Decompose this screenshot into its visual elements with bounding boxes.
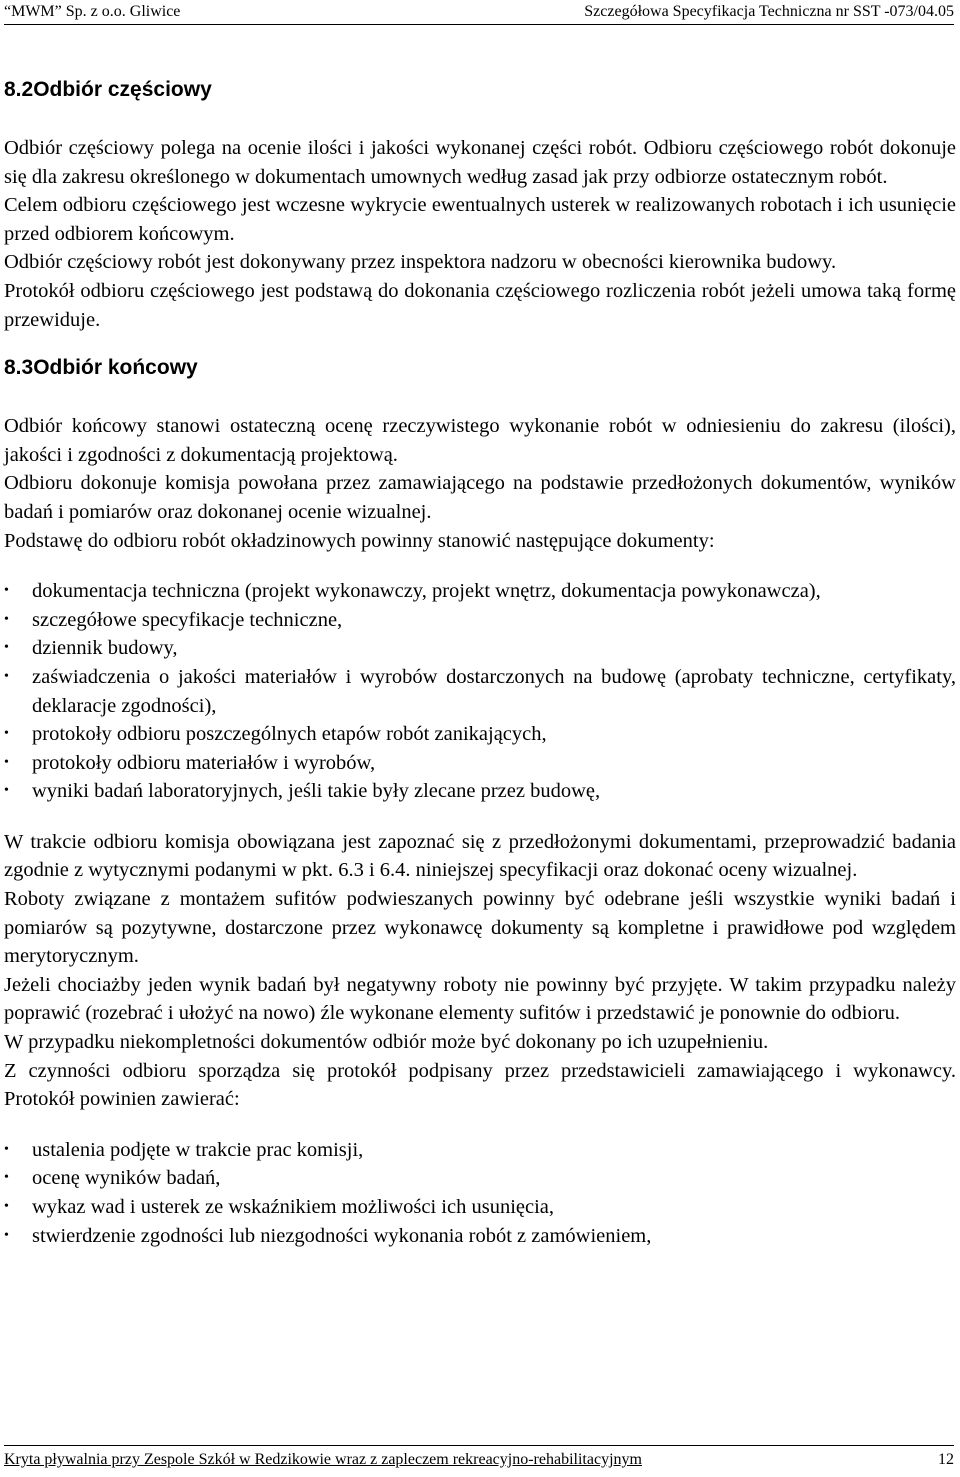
list-item: • ocenę wyników badań, — [4, 1164, 956, 1193]
paragraph: Odbiór częściowy robót jest dokonywany przez inspektora nadzoru w obecności kierownika budowy. — [4, 251, 837, 274]
section-heading-8-3: 8.3Odbiór końcowy — [4, 356, 198, 380]
paragraph: Jeżeli chociażby jeden wynik badań był negatywny roboty nie powinny być przyjęte. W takim przypadku należy poprawić (rozebrać i ułożyć na nowo) źle wykonane elementy sufitów i przedstawić je ponownie do odbioru. — [4, 973, 956, 1025]
protocol-contents-list — [4, 1136, 956, 1250]
paragraph: Odbiór końcowy stanowi ostateczną ocenę rzeczywistego wykonanie robót w odniesieniu do zakresu (ilości), jakości i zgodności z dokumentacją projektową. — [4, 415, 956, 466]
paragraph: Podstawę do odbioru robót okładzinowych powinny stanowić następujące dokumenty: — [4, 529, 715, 552]
footer-project-title: Kryta pływalnia przy Zespole Szkół w Redzikowie wraz z zapleczem rekreacyjno-rehabilitacyjnym — [4, 1451, 642, 1468]
paragraph: W trakcie odbioru komisja obowiązana jest zapoznać się z przedłożonymi dokumentami, przeprowadzić badania zgodnie z wytycznymi podanymi w pkt. 6.3 i 6.4. niniejszej specyfikacji oraz dokonać oceny wizualnej. — [4, 830, 956, 882]
bullet-icon: • — [4, 783, 9, 799]
paragraph: W przypadku niekompletności dokumentów odbiór może być dokonany po ich uzupełnieniu. — [4, 1031, 769, 1054]
list-item: • wykaz wad i usterek ze wskaźnikiem możliwości ich usunięcia, — [4, 1193, 956, 1222]
page-number: 12 — [938, 1451, 954, 1468]
bullet-icon: • — [4, 1141, 9, 1157]
bullet-icon: • — [4, 1227, 9, 1243]
list-item: • stwierdzenie zgodności lub niezgodności wykonania robót z zamówieniem, — [4, 1222, 956, 1251]
bullet-icon: • — [4, 611, 9, 627]
list-item: • ustalenia podjęte w trakcie prac komisji, — [4, 1136, 956, 1165]
bullet-icon: • — [4, 640, 9, 656]
list-item: • protokoły odbioru poszczególnych etapów robót zanikających, — [4, 720, 956, 749]
header-company: “MWM” Sp. z o.o. Gliwice — [4, 3, 181, 20]
section-heading-8-2: 8.2Odbiór częściowy — [4, 78, 212, 101]
paragraph: Odbioru dokonuje komisja powołana przez zamawiającego na podstawie przedłożonych dokumentów, wyników badań i pomiarów oraz dokonanej ocenie wizualnej. — [4, 472, 956, 523]
page-footer — [4, 1445, 954, 1476]
paragraph: Celem odbioru częściowego jest wczesne wykrycie ewentualnych usterek w realizowanych robotach i ich usunięcie przed odbiorem końcowym. — [4, 194, 956, 245]
paragraph: Roboty związane z montażem sufitów podwieszanych powinny być odebrane jeśli wszystkie wyniki badań i pomiarów są pozytywne, dostarczone przez wykonawcę dokumenty są kompletne i prawidłowe pod względem merytorycznym. — [4, 888, 956, 968]
list-item: • dokumentacja techniczna (projekt wykonawczy, projekt wnętrz, dokumentacja powykonawcza), — [4, 577, 956, 606]
bullet-icon: • — [4, 726, 9, 742]
paragraph: Odbiór częściowy polega na ocenie ilości i jakości wykonanej części robót. Odbioru częściowego robót dokonuje się dla zakresu określonego w dokumentach umownych według zasad jak przy odbiorze ostatecznym robót. — [4, 137, 956, 188]
documents-list — [4, 577, 956, 806]
bullet-icon: • — [4, 1199, 9, 1214]
bullet-icon: • — [4, 583, 9, 599]
paragraph: Protokół odbioru częściowego jest podstawą do dokonania częściowego rozliczenia robót jeżeli umowa taką formę przewiduje. — [4, 279, 956, 331]
list-item: • protokoły odbioru materiałów i wyrobów, — [4, 749, 956, 778]
paragraph: Z czynności odbioru sporządza się protokół podpisany przez przedstawicieli zamawiającego i wykonawcy. Protokół powinien zawierać: — [4, 1059, 956, 1111]
bullet-icon: • — [4, 1170, 9, 1186]
list-item: • szczegółowe specyfikacje techniczne, — [4, 606, 956, 635]
page-header — [4, 2, 954, 25]
list-item: • wyniki badań laboratoryjnych, jeśli takie były zlecane przez budowę, — [4, 777, 956, 806]
bullet-icon: • — [4, 668, 9, 684]
list-item: • dziennik budowy, — [4, 634, 956, 663]
list-item: • zaświadczenia o jakości materiałów i wyrobów dostarczonych na budowę (aprobaty techniczne, certyfikaty, deklaracje zgodności), — [4, 663, 956, 720]
document-body — [4, 76, 956, 1250]
bullet-icon: • — [4, 754, 9, 770]
header-spec-number: Szczegółowa Specyfikacja Techniczna nr SST -073/04.05 — [584, 3, 954, 20]
